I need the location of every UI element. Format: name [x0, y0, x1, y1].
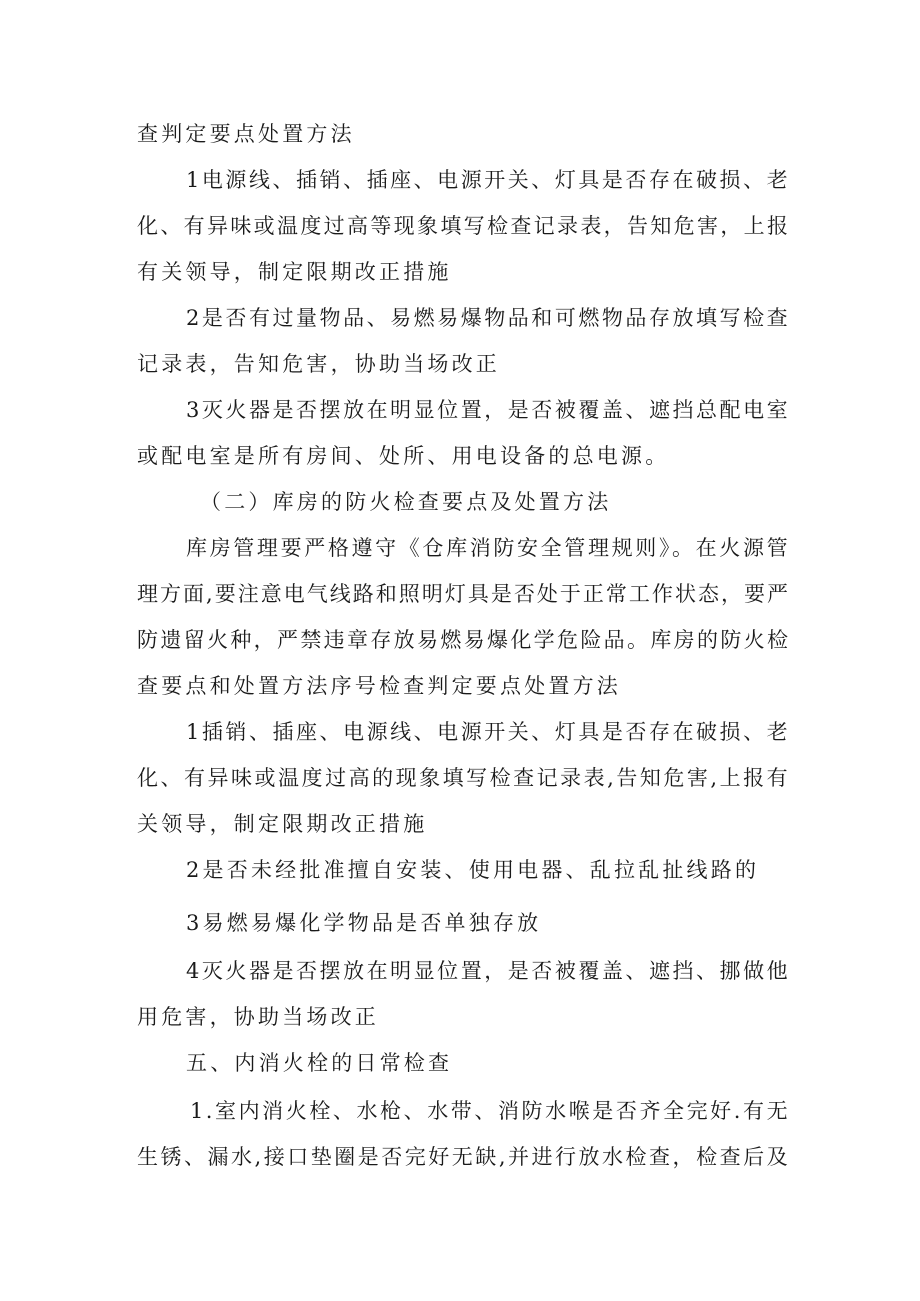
text-line: 理方面,要注意电气线路和照明灯具是否处于正常工作状态，要严 [137, 582, 790, 606]
text-line: 生锈、漏水,接口垫圈是否完好无缺,并进行放水检查，检查后及 [137, 1145, 790, 1169]
text-line: 化、有异味或温度过高的现象填写检查记录表,告知危害,上报有 [137, 766, 790, 790]
text-line: 1.室内消火栓、水枪、水带、消防水喉是否齐全完好.有无 [190, 1099, 790, 1123]
text-line: 有关领导，制定限期改正措施 [137, 260, 452, 284]
text-line: 或配电室是所有房间、处所、用电设备的总电源。 [137, 444, 670, 468]
text-line: 1插销、插座、电源线、电源开关、灯具是否存在破损、老 [186, 720, 790, 744]
text-line: 用危害，协助当场改正 [137, 1005, 379, 1029]
text-line: 3易燃易爆化学物品是否单独存放 [186, 911, 542, 935]
text-line: 2是否有过量物品、易燃易爆物品和可燃物品存放填写检查 [186, 306, 790, 330]
text-line: 化、有异味或温度过高等现象填写检查记录表，告知危害，上报 [137, 214, 790, 238]
text-line: 查要点和处置方法序号检查判定要点处置方法 [137, 674, 621, 698]
text-line: 关领导，制定限期改正措施 [137, 812, 428, 836]
text-line: 3灭火器是否摆放在明显位置，是否被覆盖、遮挡总配电室 [186, 398, 790, 422]
text-line: 4灭火器是否摆放在明显位置，是否被覆盖、遮挡、挪做他 [186, 959, 790, 983]
text-line: 防遗留火种，严禁违章存放易燃易爆化学危险品。库房的防火检 [137, 628, 790, 652]
text-line: 记录表，告知危害，协助当场改正 [137, 352, 500, 376]
text-line: 查判定要点处置方法 [137, 122, 355, 146]
section-heading: （二）库房的防火检查要点及处置方法 [200, 490, 612, 514]
section-heading: 五、内消火栓的日常检查 [186, 1051, 453, 1075]
text-line: 2是否未经批准擅自安装、使用电器、乱拉乱扯线路的 [186, 858, 760, 882]
text-line: 库房管理要严格遵守《仓库消防安全管理规则》。在火源管 [186, 536, 790, 560]
text-line: 1电源线、插销、插座、电源开关、灯具是否存在破损、老 [186, 168, 790, 192]
